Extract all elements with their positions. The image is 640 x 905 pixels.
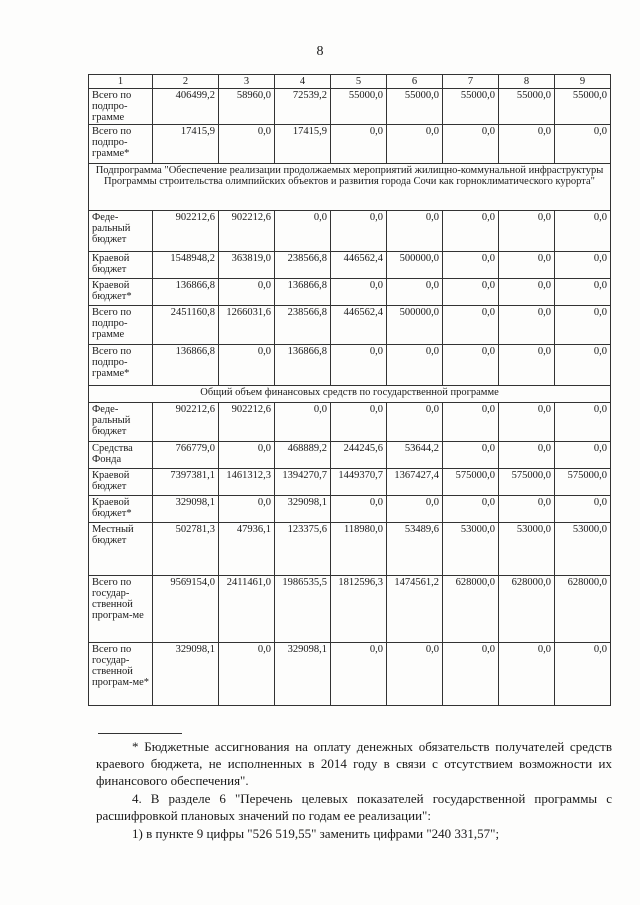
section-title-row xyxy=(89,386,611,403)
table-cell: 17415,9 xyxy=(153,125,219,164)
table-cell: 0,0 xyxy=(443,125,499,164)
table-cell: 1548948,2 xyxy=(153,252,219,279)
table-cell: 238566,8 xyxy=(275,252,331,279)
table-cell: 1474561,2 xyxy=(387,576,443,643)
footnote-text: * Бюджетные ассигнования на оплату денежных обязательств получателей средств краевого бюджета, не исполненных в 2014 году в связи с отсутствием возможности их финансового обеспечения". xyxy=(96,739,612,788)
table-cell: 329098,1 xyxy=(275,643,331,706)
table-cell: 0,0 xyxy=(443,345,499,386)
table-cell: 0,0 xyxy=(555,279,611,306)
table-cell: 0,0 xyxy=(219,643,275,706)
table-row xyxy=(89,403,611,442)
table-cell: 55000,0 xyxy=(387,89,443,125)
table-cell: 244245,6 xyxy=(331,442,387,469)
table-cell: 0,0 xyxy=(499,496,555,523)
table-cell: 0,0 xyxy=(555,345,611,386)
table-cell: 575000,0 xyxy=(443,469,499,496)
table-cell: 53000,0 xyxy=(443,523,499,576)
table-cell: 1394270,7 xyxy=(275,469,331,496)
row-label: Феде-ральный бюджет xyxy=(89,403,153,442)
paragraph-4: 4. В разделе 6 "Перечень целевых показателей государственной программы с расшифровкой плановых значений по годам ее реализации": xyxy=(96,791,612,823)
row-label: Краевой бюджет xyxy=(89,252,153,279)
table-cell: 446562,4 xyxy=(331,252,387,279)
table-cell: 47936,1 xyxy=(219,523,275,576)
table-cell: 1461312,3 xyxy=(219,469,275,496)
table-cell: 0,0 xyxy=(499,403,555,442)
table-cell: 0,0 xyxy=(499,643,555,706)
table-cell: 902212,6 xyxy=(153,403,219,442)
table-cell: 0,0 xyxy=(555,496,611,523)
column-header: 8 xyxy=(499,75,555,89)
table-cell: 0,0 xyxy=(499,252,555,279)
table-header-row xyxy=(89,75,611,89)
table-cell: 575000,0 xyxy=(555,469,611,496)
table-cell: 9569154,0 xyxy=(153,576,219,643)
table-cell: 0,0 xyxy=(387,496,443,523)
table-cell: 1266031,6 xyxy=(219,306,275,345)
table-cell: 0,0 xyxy=(555,442,611,469)
table-row xyxy=(89,345,611,386)
table-cell: 766779,0 xyxy=(153,442,219,469)
table-cell: 902212,6 xyxy=(153,211,219,252)
table-cell: 123375,6 xyxy=(275,523,331,576)
row-label: Краевой бюджет* xyxy=(89,279,153,306)
column-header: 3 xyxy=(219,75,275,89)
table-cell: 136866,8 xyxy=(153,345,219,386)
table-cell: 0,0 xyxy=(331,496,387,523)
table-cell: 1986535,5 xyxy=(275,576,331,643)
row-label: Всего по подпро-грамме xyxy=(89,89,153,125)
table-row xyxy=(89,306,611,345)
table-cell: 118980,0 xyxy=(331,523,387,576)
budget-table xyxy=(88,74,611,706)
table-cell: 0,0 xyxy=(555,306,611,345)
table-cell: 0,0 xyxy=(387,345,443,386)
table-cell: 329098,1 xyxy=(275,496,331,523)
row-label: Средства Фонда xyxy=(89,442,153,469)
table-cell: 902212,6 xyxy=(219,211,275,252)
column-header: 4 xyxy=(275,75,331,89)
table-cell: 329098,1 xyxy=(153,496,219,523)
table-cell: 0,0 xyxy=(443,211,499,252)
table-cell: 55000,0 xyxy=(331,89,387,125)
table-row xyxy=(89,643,611,706)
table-cell: 0,0 xyxy=(331,125,387,164)
table-cell: 53000,0 xyxy=(499,523,555,576)
row-label: Местный бюджет xyxy=(89,523,153,576)
table-cell: 0,0 xyxy=(499,125,555,164)
table-cell: 136866,8 xyxy=(153,279,219,306)
row-label: Краевой бюджет xyxy=(89,469,153,496)
table-cell: 363819,0 xyxy=(219,252,275,279)
table-cell: 0,0 xyxy=(443,643,499,706)
table-cell: 58960,0 xyxy=(219,89,275,125)
table-cell: 0,0 xyxy=(387,279,443,306)
table-cell: 628000,0 xyxy=(443,576,499,643)
table-cell: 0,0 xyxy=(499,279,555,306)
table-cell: 0,0 xyxy=(331,643,387,706)
table-cell: 2411461,0 xyxy=(219,576,275,643)
row-label: Всего по государ-ственной програм-ме* xyxy=(89,643,153,706)
table-row xyxy=(89,211,611,252)
table-cell: 1367427,4 xyxy=(387,469,443,496)
table-cell: 0,0 xyxy=(387,211,443,252)
table-cell: 468889,2 xyxy=(275,442,331,469)
table-row xyxy=(89,469,611,496)
row-label: Всего по подпро-грамме* xyxy=(89,125,153,164)
table-cell: 0,0 xyxy=(443,306,499,345)
table-cell: 0,0 xyxy=(219,279,275,306)
budget-table-body xyxy=(89,75,611,706)
table-cell: 0,0 xyxy=(499,306,555,345)
table-cell: 53489,6 xyxy=(387,523,443,576)
table-cell: 0,0 xyxy=(387,403,443,442)
row-label: Краевой бюджет* xyxy=(89,496,153,523)
table-cell: 0,0 xyxy=(443,442,499,469)
table-cell: 0,0 xyxy=(499,442,555,469)
table-cell: 0,0 xyxy=(499,345,555,386)
table-row xyxy=(89,523,611,576)
table-row xyxy=(89,442,611,469)
column-header: 9 xyxy=(555,75,611,89)
table-cell: 0,0 xyxy=(387,643,443,706)
row-label: Феде-ральный бюджет xyxy=(89,211,153,252)
footnote-divider xyxy=(98,733,182,734)
table-cell: 0,0 xyxy=(331,345,387,386)
section-title-row xyxy=(89,164,611,211)
table-cell: 902212,6 xyxy=(219,403,275,442)
column-header: 2 xyxy=(153,75,219,89)
table-cell: 575000,0 xyxy=(499,469,555,496)
column-header: 1 xyxy=(89,75,153,89)
table-cell: 628000,0 xyxy=(555,576,611,643)
table-cell: 72539,2 xyxy=(275,89,331,125)
table-cell: 136866,8 xyxy=(275,279,331,306)
table-cell: 0,0 xyxy=(387,125,443,164)
table-cell: 500000,0 xyxy=(387,306,443,345)
table-cell: 0,0 xyxy=(219,496,275,523)
table-cell: 0,0 xyxy=(331,403,387,442)
table-cell: 0,0 xyxy=(219,345,275,386)
table-cell: 238566,8 xyxy=(275,306,331,345)
column-header: 6 xyxy=(387,75,443,89)
table-cell: 53644,2 xyxy=(387,442,443,469)
section-title: Общий объем финансовых средств по государственной программе xyxy=(89,386,611,403)
table-cell: 0,0 xyxy=(331,211,387,252)
table-cell: 1449370,7 xyxy=(331,469,387,496)
table-cell: 0,0 xyxy=(219,125,275,164)
table-cell: 0,0 xyxy=(443,496,499,523)
table-row xyxy=(89,279,611,306)
table-cell: 0,0 xyxy=(443,279,499,306)
table-cell: 0,0 xyxy=(499,211,555,252)
table-cell: 406499,2 xyxy=(153,89,219,125)
table-cell: 55000,0 xyxy=(555,89,611,125)
table-cell: 2451160,8 xyxy=(153,306,219,345)
column-header: 5 xyxy=(331,75,387,89)
table-cell: 0,0 xyxy=(555,403,611,442)
table-cell: 628000,0 xyxy=(499,576,555,643)
row-label: Всего по государ-ственной програм-ме xyxy=(89,576,153,643)
list-item-1: 1) в пункте 9 цифры "526 519,55" заменить цифрами "240 331,57"; xyxy=(132,826,500,841)
table-cell: 0,0 xyxy=(443,252,499,279)
table-cell: 0,0 xyxy=(555,643,611,706)
column-header: 7 xyxy=(443,75,499,89)
table-row xyxy=(89,576,611,643)
table-cell: 502781,3 xyxy=(153,523,219,576)
table-cell: 0,0 xyxy=(555,252,611,279)
row-label: Всего по подпро-грамме xyxy=(89,306,153,345)
table-cell: 0,0 xyxy=(555,211,611,252)
table-cell: 0,0 xyxy=(331,279,387,306)
budget-table-container xyxy=(88,74,610,706)
table-cell: 329098,1 xyxy=(153,643,219,706)
table-cell: 55000,0 xyxy=(443,89,499,125)
section-title: Подпрограмма "Обеспечение реализации продолжаемых мероприятий жилищно-коммунальной инфраструктуры Программы строительства олимпийских объектов и развития города Сочи как горноклиматического курорта" xyxy=(89,164,611,211)
table-cell: 0,0 xyxy=(219,442,275,469)
table-cell: 55000,0 xyxy=(499,89,555,125)
row-label: Всего по подпро-грамме* xyxy=(89,345,153,386)
table-cell: 0,0 xyxy=(555,125,611,164)
table-cell: 0,0 xyxy=(275,403,331,442)
table-row xyxy=(89,89,611,125)
table-cell: 136866,8 xyxy=(275,345,331,386)
table-row xyxy=(89,496,611,523)
table-cell: 446562,4 xyxy=(331,306,387,345)
table-cell: 1812596,3 xyxy=(331,576,387,643)
page-number: 8 xyxy=(316,44,324,59)
table-cell: 0,0 xyxy=(275,211,331,252)
table-cell: 0,0 xyxy=(443,403,499,442)
table-cell: 500000,0 xyxy=(387,252,443,279)
table-row xyxy=(89,125,611,164)
table-cell: 53000,0 xyxy=(555,523,611,576)
table-cell: 17415,9 xyxy=(275,125,331,164)
table-cell: 7397381,1 xyxy=(153,469,219,496)
table-row xyxy=(89,252,611,279)
